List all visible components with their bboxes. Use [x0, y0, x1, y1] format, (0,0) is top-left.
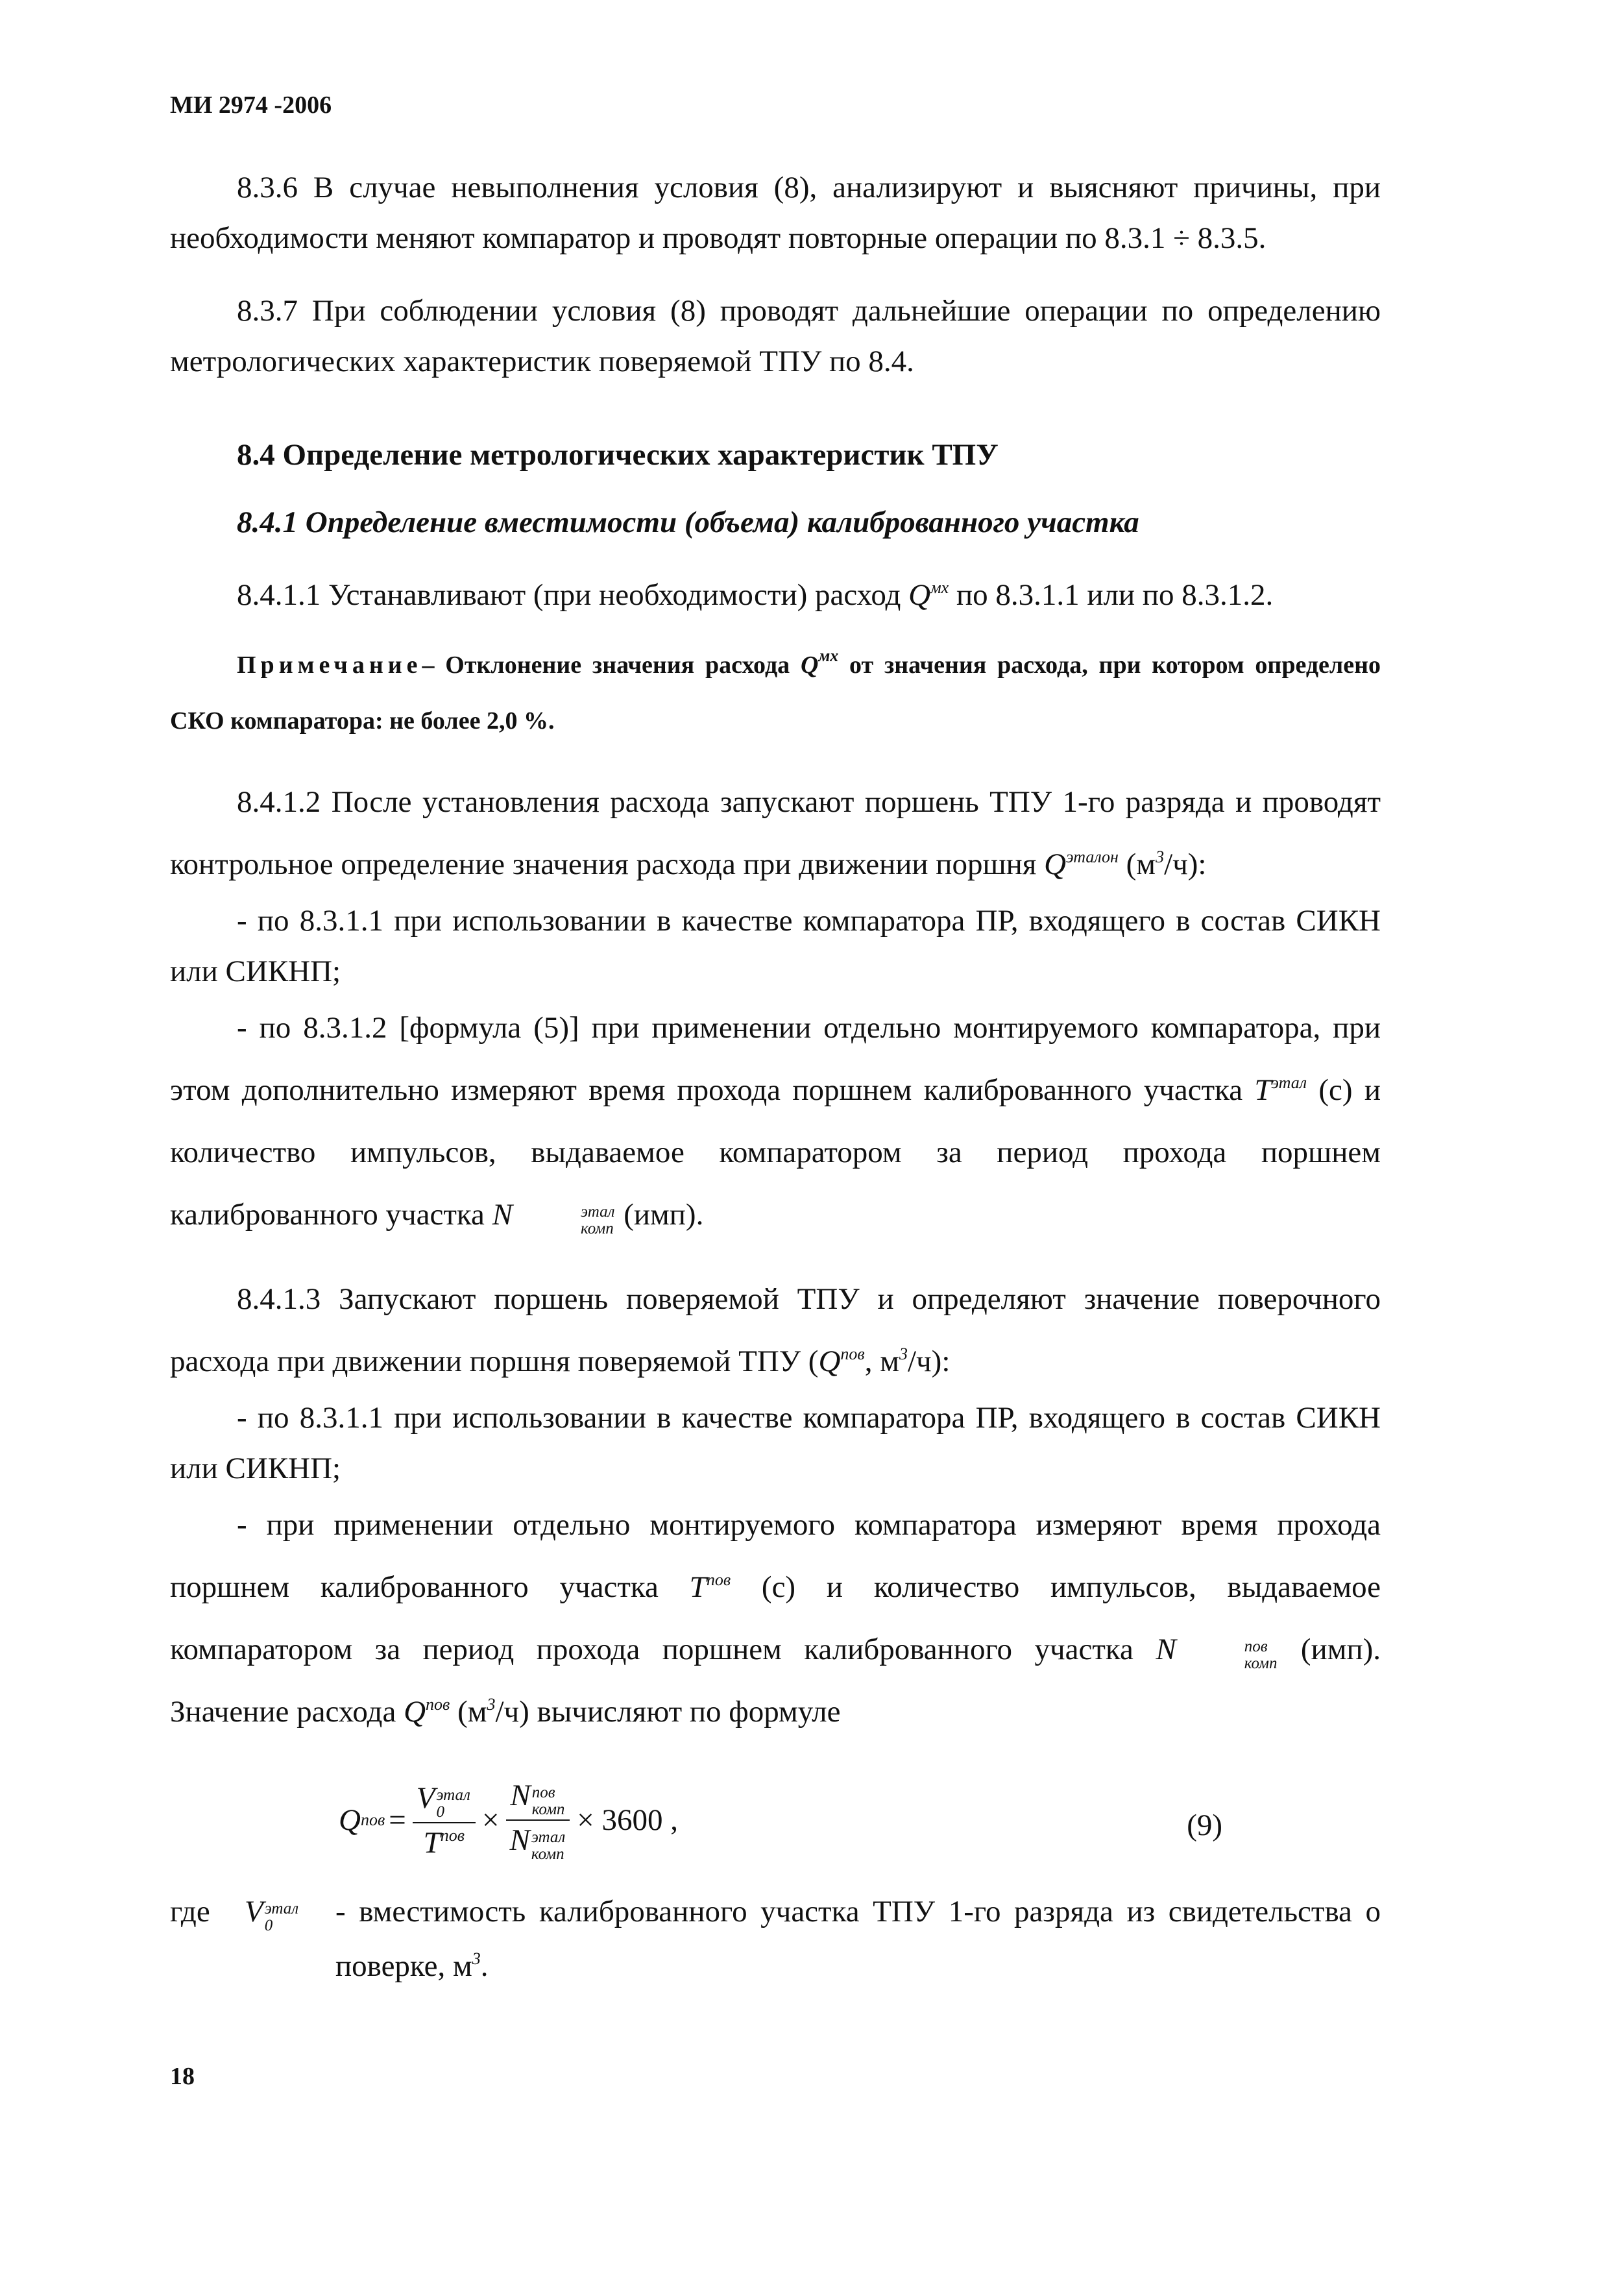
- document-header: МИ 2974 -2006: [170, 91, 332, 119]
- subscript-zero: 0: [264, 1917, 273, 1934]
- document-body: [170, 162, 1381, 1993]
- superscript-cube: 3: [1156, 847, 1165, 866]
- paragraph-8-4-1-2: [170, 771, 1381, 895]
- text-part: - при применении отдельно монтируемого компаратора измеряют время прохода поршнем калиброванного участка: [170, 1508, 1381, 1604]
- equals-sign: =: [389, 1803, 406, 1837]
- sub-superscript: [532, 1783, 565, 1819]
- denominator: [505, 1821, 570, 1864]
- heading-8-4: 8.4 Определение метрологических характеристик ТПУ: [237, 438, 999, 472]
- sub-superscript: [1178, 1637, 1278, 1673]
- fraction-pulses: [505, 1776, 570, 1864]
- where-clause: [170, 1884, 1381, 1993]
- where-text: - вместимость калиброванного участка ТПУ 1-го разряда из свидетельства о поверке, $м^3$.: [335, 1895, 1381, 1983]
- superscript-pov: пов: [531, 1784, 555, 1801]
- symbol-n: N: [509, 1823, 530, 1857]
- symbol-v: V: [245, 1895, 263, 1928]
- text-part: , м: [864, 1344, 899, 1378]
- sub-superscript: [531, 1828, 565, 1864]
- superscript-etal: этал: [436, 1786, 470, 1804]
- numerator: [506, 1776, 570, 1821]
- subscript-komp: комп: [581, 1220, 614, 1237]
- symbol-q: Q: [404, 1695, 426, 1729]
- text-part: 8.4.1.1 Устанавливают (при необходимости) расход: [237, 578, 901, 612]
- superscript-etal: этал: [264, 1900, 299, 1917]
- superscript-pov: пов: [706, 1570, 731, 1589]
- list-item-4: [170, 1494, 1381, 1743]
- paragraph-8-4-1-1: [170, 570, 1381, 620]
- superscript-mx: мх: [930, 578, 949, 597]
- list-item-2: [170, 997, 1381, 1246]
- text-part: (имп). Значение расхода: [170, 1633, 1381, 1729]
- subscript-komp: комп: [1244, 1655, 1278, 1672]
- symbol-q: Q: [800, 651, 819, 679]
- symbol-t: T: [423, 1825, 441, 1860]
- superscript-pov: пов: [426, 1695, 450, 1714]
- symbol-n: N: [492, 1198, 513, 1232]
- superscript-pov: пов: [840, 1344, 865, 1363]
- heading-8-4-1: 8.4.1 Определение вместимости (объема) калиброванного участка: [237, 505, 1139, 539]
- sub-superscript: [514, 1202, 614, 1239]
- symbol-q: Q: [908, 578, 931, 612]
- formula-q: Q: [339, 1803, 361, 1837]
- symbol-n: N: [510, 1779, 531, 1812]
- text-part: /ч) вычисляют по формуле: [495, 1695, 841, 1729]
- text-part: – Отклонение значения расхода: [422, 651, 790, 679]
- superscript-mx: мх: [818, 646, 839, 665]
- subscript-komp: комп: [531, 1801, 565, 1818]
- paragraph-8-3-6: 8.3.6 В случае невыполнения условия (8), анализируют и выясняют причины, при необходимости меняют компаратор и проводят повторные операции по 8.3.1 ÷ 8.3.5.: [170, 171, 1381, 255]
- symbol-t: T: [1254, 1073, 1272, 1107]
- text-part: 8.4.1.2 После установления расхода запускают поршень ТПУ 1-го разряда и проводят контрольное определение значения расхода при движении поршня: [170, 785, 1381, 881]
- symbol-q: Q: [1044, 847, 1067, 881]
- formula-expression: Q пов = V этал 0 $T^{пов}$ × N пов комп N этал комп × 3600 ,: [339, 1771, 682, 1869]
- paragraph-8-3-7: 8.3.7 При соблюдении условия (8) проводят дальнейшие операции по определению метрологических характеристик поверяемой ТПУ по 8.4.: [170, 294, 1381, 378]
- page-number: 18: [170, 2063, 195, 2090]
- text-part: /ч):: [907, 1344, 951, 1378]
- sub-superscript: [436, 1786, 470, 1822]
- where-word: где: [170, 1895, 210, 1928]
- symbol-n: N: [1156, 1633, 1176, 1666]
- text-part: (м: [1126, 847, 1156, 881]
- superscript-etal: этал: [581, 1203, 615, 1221]
- superscript-cube: 3: [487, 1695, 496, 1714]
- superscript-etalon: эталон: [1066, 847, 1119, 866]
- superscript-cube: 3: [899, 1344, 908, 1363]
- text-part: - по 8.3.1.2 [формула (5)] при применении отдельно монтируемого компаратора, при этом дополнительно измеряют время прохода поршнем калиброванного участка: [170, 1011, 1381, 1107]
- denominator: [420, 1823, 468, 1862]
- symbol-q: Q: [818, 1344, 841, 1378]
- times-sign: ×: [481, 1803, 500, 1837]
- superscript-etal: этал: [531, 1829, 566, 1846]
- text-part: (с) и количество импульсов, выдаваемое компаратором за период прохода поршнем калиброванного участка: [170, 1570, 1381, 1666]
- list-item-3: - по 8.3.1.1 при использовании в качестве компаратора ПР, входящего в состав СИКН или СИКНП;: [170, 1401, 1381, 1485]
- list-item-1: - по 8.3.1.1 при использовании в качестве компаратора ПР, входящего в состав СИКН или СИКНП;: [170, 904, 1381, 988]
- formula-constant: × 3600 ,: [577, 1803, 679, 1837]
- superscript-pov: пов: [440, 1825, 465, 1845]
- superscript-cube: 3: [472, 1949, 481, 1968]
- text-part: (м: [457, 1695, 487, 1729]
- text-part: (имп).: [624, 1198, 704, 1232]
- fraction-volume-time: [413, 1779, 476, 1862]
- subscript-komp: комп: [531, 1845, 564, 1863]
- text-part: - вместимость калиброванного участка ТПУ 1-го разряда из свидетельства о поверке, м: [335, 1895, 1381, 1983]
- superscript-etal: этал: [1271, 1073, 1307, 1092]
- text-part: 8.4.1.3 Запускают поршень поверяемой ТПУ и определяют значение поверочного расхода при движении поршня поверяемой ТПУ (: [170, 1282, 1381, 1378]
- text-part: от значения расхода, при котором определено СКО компаратора: не более 2,0 %.: [170, 651, 1381, 735]
- symbol-t: T: [689, 1570, 707, 1604]
- formula-9: [170, 1761, 1381, 1871]
- paragraph-8-4-1-3: [170, 1268, 1381, 1392]
- equation-number: (9): [1187, 1808, 1222, 1842]
- text-part: /ч):: [1164, 847, 1207, 881]
- subscript-zero: 0: [436, 1803, 444, 1821]
- note-label: Примечание: [237, 651, 422, 679]
- text-part: (с) и количество импульсов, выдаваемое компаратором за период прохода поршнем калиброванного участка: [170, 1073, 1381, 1232]
- text-part: по 8.3.1.1 или по 8.3.1.2.: [956, 578, 1274, 612]
- numerator: [413, 1779, 476, 1823]
- symbol-v: V: [416, 1781, 435, 1815]
- note: [170, 637, 1381, 749]
- where-symbol: [245, 1884, 335, 1939]
- superscript-pov: пов: [1244, 1638, 1268, 1655]
- sub-superscript: [265, 1899, 298, 1936]
